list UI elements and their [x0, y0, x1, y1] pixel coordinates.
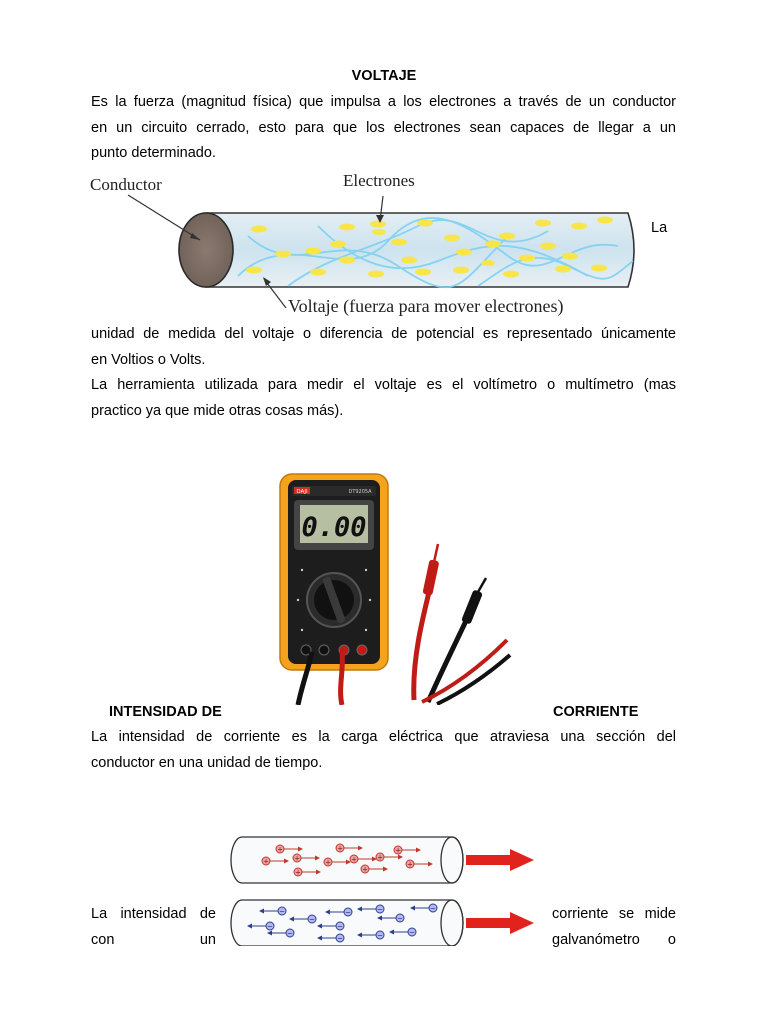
- text-line: La intensidad de corriente es la carga eléctrica que atraviesa una sección del: [91, 729, 676, 745]
- multimeter-image: [272, 470, 512, 705]
- svg-text:+: +: [407, 860, 413, 869]
- svg-text:−: −: [377, 905, 383, 914]
- arrow-right-icon: [466, 849, 534, 871]
- svg-text:+: +: [325, 858, 331, 867]
- text-line: punto determinado.: [91, 145, 216, 161]
- svg-text:+: +: [351, 855, 357, 864]
- intensidad-definition-paragraph: [91, 725, 676, 776]
- conductor-figure: [88, 166, 648, 324]
- multimeter-brand: DAJI: [296, 489, 308, 495]
- text-line: con un: [91, 931, 216, 948]
- svg-text:−: −: [337, 934, 343, 943]
- svg-text:−: −: [287, 929, 293, 938]
- svg-text:−: −: [397, 914, 403, 923]
- label-voltaje-fuerza: Voltaje (fuerza para mover electrones): [288, 296, 564, 316]
- text-line: La intensidad de: [91, 906, 216, 922]
- svg-text:+: +: [377, 853, 383, 862]
- text-line: en un circuito cerrado, esto para que los electrones sean capaces de llegar a un: [91, 119, 676, 136]
- svg-text:−: −: [430, 904, 436, 913]
- section-title-voltaje: VOLTAJE: [351, 68, 417, 84]
- conductor-end-cap: [179, 213, 233, 287]
- multimeter-illustration: [272, 470, 512, 705]
- svg-text:−: −: [337, 922, 343, 931]
- bottom-right-text: [552, 902, 676, 953]
- svg-text:−: −: [309, 915, 315, 924]
- svg-text:+: +: [362, 865, 368, 874]
- text-side-word: La: [651, 220, 668, 236]
- label-electrones: Electrones: [343, 171, 415, 190]
- text-line: corriente se mide: [552, 906, 676, 922]
- svg-text:+: +: [337, 844, 343, 853]
- svg-text:−: −: [267, 922, 273, 931]
- section-title-intensidad-right: CORRIENTE: [553, 704, 639, 720]
- current-diagram: [230, 834, 540, 946]
- voltaje-intro-paragraph: [91, 90, 676, 167]
- text-line: practico ya que mide otras cosas más).: [91, 402, 344, 419]
- svg-text:−: −: [345, 908, 351, 917]
- svg-text:−: −: [377, 931, 383, 940]
- svg-text:+: +: [295, 868, 301, 877]
- text-line: conductor en una unidad de tiempo.: [91, 754, 323, 771]
- tube-negative: [231, 900, 463, 946]
- voltaje-unit-paragraph: [91, 322, 676, 373]
- svg-text:−: −: [279, 907, 285, 916]
- text-line: Es la fuerza (magnitud física) que impulsa a los electrones a través de un conductor: [91, 94, 676, 110]
- section-title-intensidad-left: INTENSIDAD DE: [109, 704, 222, 720]
- text-line: La herramienta utilizada para medir el voltaje es el voltímetro o multímetro (mas: [91, 377, 676, 393]
- multimeter-display: 0.00: [301, 512, 367, 543]
- arrow-right-icon: [466, 912, 534, 934]
- bottom-left-text: [91, 902, 216, 953]
- svg-text:−: −: [409, 928, 415, 937]
- text-line: galvanómetro o: [552, 931, 676, 948]
- svg-text:+: +: [294, 854, 300, 863]
- svg-text:+: +: [263, 857, 269, 866]
- label-conductor: Conductor: [90, 175, 162, 194]
- current-tubes: [230, 834, 540, 946]
- text-line: unidad de medida del voltaje o diferencia de potencial es representado únicamente: [91, 326, 676, 342]
- text-line: en Voltios o Volts.: [91, 351, 206, 368]
- multimeter-model: DT9205A: [348, 489, 372, 495]
- conductor-pointer: [128, 195, 200, 240]
- voltaje-tool-paragraph: [91, 373, 676, 424]
- svg-text:+: +: [395, 846, 401, 855]
- svg-text:+: +: [277, 845, 283, 854]
